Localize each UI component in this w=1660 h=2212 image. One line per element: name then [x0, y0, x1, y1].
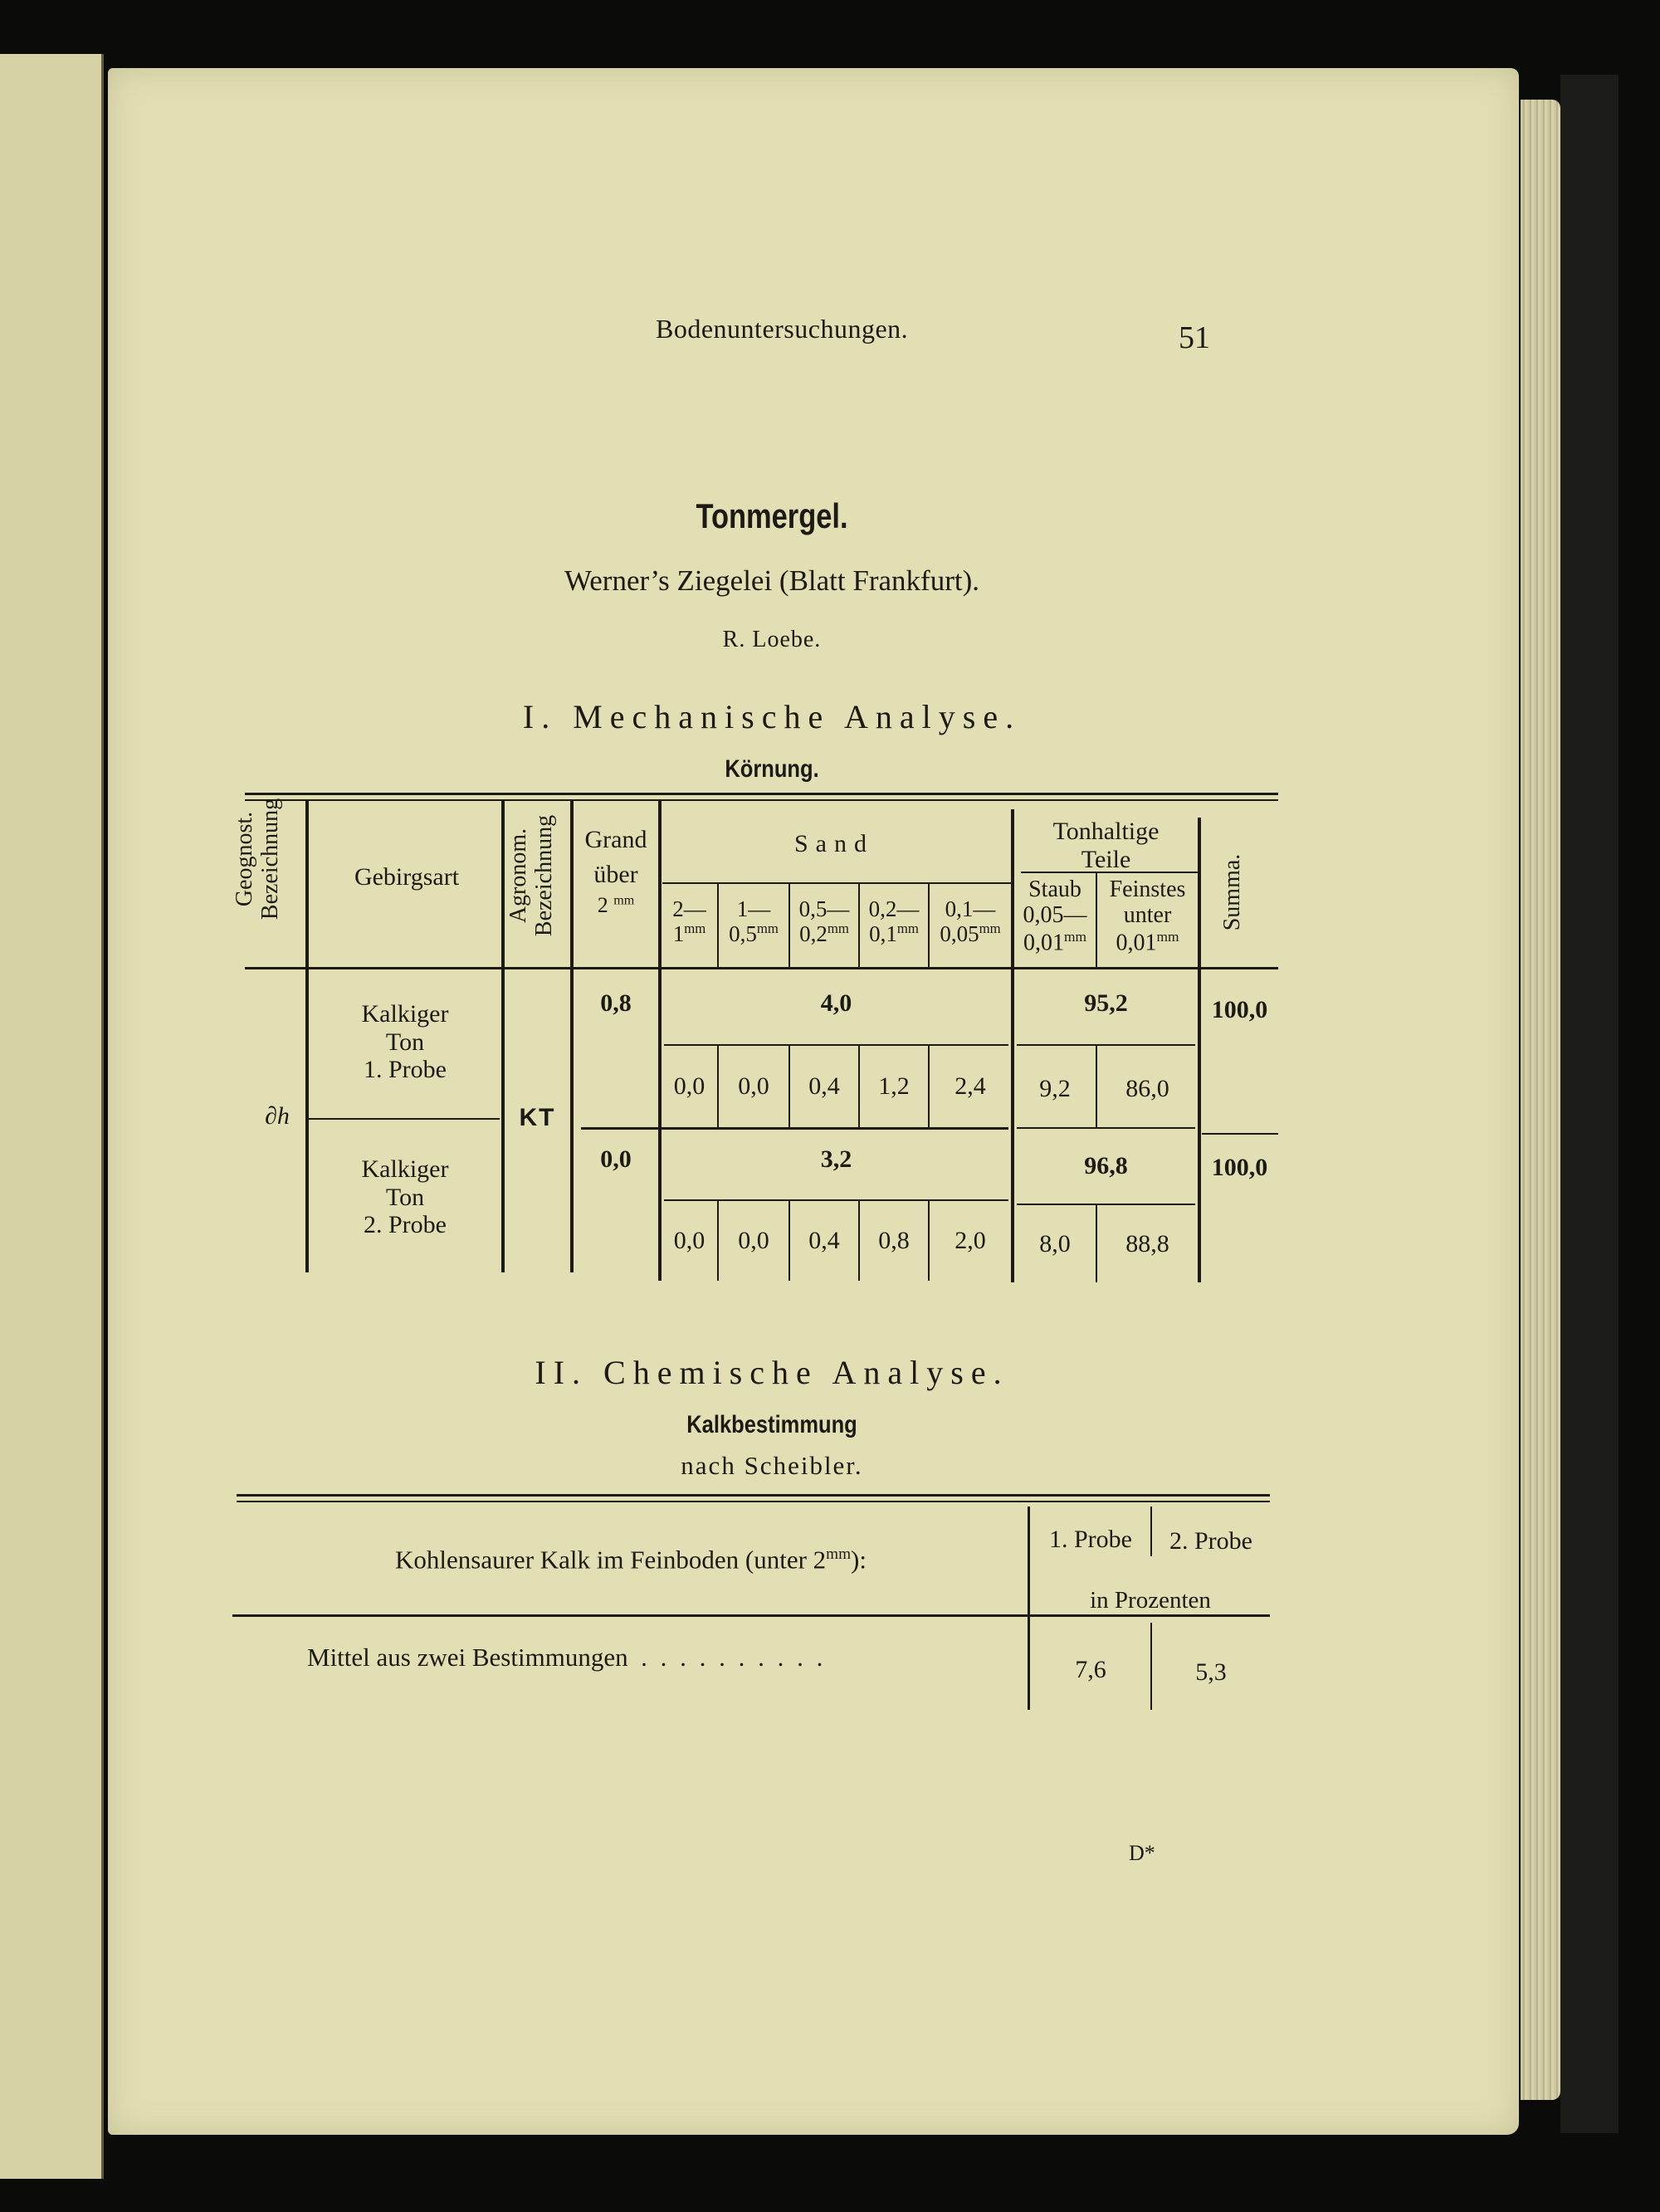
col-header-probe-2: 2. Probe [1169, 1527, 1252, 1555]
col-header-summa: Summa. [1219, 853, 1245, 931]
table-row-1-ton-total: 95,2 [1084, 989, 1128, 1017]
agronom-value: KT [519, 1104, 556, 1131]
running-title: Bodenuntersuchungen. [656, 314, 909, 344]
col-header-sand-3: 0,5— $0,2^{mm}$ [798, 896, 850, 947]
table-row-2-sand-1: 0,0 [673, 1227, 706, 1254]
col-header-grand: Grand über 2 $^{mm}$ [584, 826, 647, 918]
author: R. Loebe. [722, 627, 822, 652]
table-row-1-sand-total: 4,0 [820, 989, 852, 1017]
table-row-2-staub: 8,0 [1039, 1230, 1071, 1257]
facing-page-edge [0, 54, 104, 2179]
mittel-value-probe-1: 7,6 [1075, 1656, 1106, 1683]
table-row-1-gebirgsart: Kalkiger Ton 1. Probe [361, 1000, 449, 1084]
table-caption-koernung: Körnung. [725, 755, 819, 783]
table-row-2-sand-5: 2,0 [954, 1227, 986, 1254]
table-row-2-grand: 0,0 [600, 1145, 632, 1173]
subtitle: Werner’s Ziegelei (Blatt Frankfurt). [564, 564, 979, 597]
col-header-feinstes: Feinstes unter $0,01^{mm}$ [1109, 876, 1186, 956]
section-heading-mechanical: I. Mechanische Analyse. [522, 698, 1022, 735]
table-row-2-feinstes: 88,8 [1125, 1230, 1169, 1257]
col-header-gebirgsart: Gebirgsart [354, 863, 460, 891]
table-subcaption: nach Scheibler. [681, 1451, 863, 1480]
table-row-1-staub: 9,2 [1039, 1075, 1071, 1102]
col-header-sand-4: 0,2— $0,1^{mm}$ [868, 896, 920, 947]
section-heading-chemical: II. Chemische Analyse. [535, 1354, 1009, 1391]
table-row-2-sand-total: 3,2 [820, 1145, 852, 1173]
col-header-sand-5: 0,1— $0,05^{mm}$ [940, 896, 1001, 947]
col-header-geognost: Geognost. Bezeichnung [232, 798, 283, 920]
geognost-value: ∂h [265, 1102, 290, 1130]
col-header-sand-2: 1— $0,5^{mm}$ [729, 896, 779, 947]
col-header-probe-1: 1. Probe [1049, 1526, 1132, 1553]
table-row-1-sand-5: 2,4 [954, 1072, 986, 1100]
table-row-2-sand-3: 0,4 [808, 1227, 840, 1254]
table-caption-kalk: Kalkbestimmung [686, 1411, 857, 1438]
page-block-edges [1521, 100, 1560, 2100]
table-row-2-ton-total: 96,8 [1084, 1152, 1128, 1179]
table-row-2-gebirgsart: Kalkiger Ton 2. Probe [361, 1155, 449, 1239]
book-page [108, 68, 1519, 2135]
table-row-2-sand-2: 0,0 [738, 1227, 769, 1254]
table-row-1-sand-4: 1,2 [878, 1072, 910, 1100]
table-row-2-sand-4: 0,8 [878, 1227, 910, 1254]
page-number: 51 [1179, 320, 1210, 355]
col-header-sand: Sand [794, 830, 874, 857]
table-row-1-grand: 0,8 [600, 989, 632, 1017]
unit-label: in Prozenten [1090, 1587, 1211, 1614]
kalk-row-label: Kohlensaurer Kalk im Feinboden (unter $2^{mm}$): [395, 1545, 867, 1575]
mittel-label: Mittel aus zwei Bestimmungen . . . . . . . . . . [307, 1643, 827, 1672]
col-header-staub: Staub 0,05— $0,01^{mm}$ [1023, 876, 1087, 956]
signature-mark: D* [1129, 1841, 1155, 1865]
page-title: Tonmergel. [696, 496, 848, 535]
table-row-1-sand-3: 0,4 [808, 1072, 840, 1100]
table-row-1-sand-2: 0,0 [738, 1072, 769, 1100]
col-header-sand-1: 2— $1^{mm}$ [672, 896, 706, 947]
table-row-1-feinstes: 86,0 [1125, 1075, 1169, 1102]
col-header-agronom: Agronom. Bezeichnung [505, 814, 557, 937]
table-row-1-summa: 100,0 [1211, 996, 1268, 1023]
col-header-tonhaltige: Tonhaltige Teile [1052, 818, 1160, 873]
mittel-value-probe-2: 5,3 [1195, 1658, 1227, 1686]
book-cover [1560, 75, 1618, 2133]
table-row-2-summa: 100,0 [1211, 1154, 1268, 1181]
table-row-1-sand-1: 0,0 [673, 1072, 706, 1100]
